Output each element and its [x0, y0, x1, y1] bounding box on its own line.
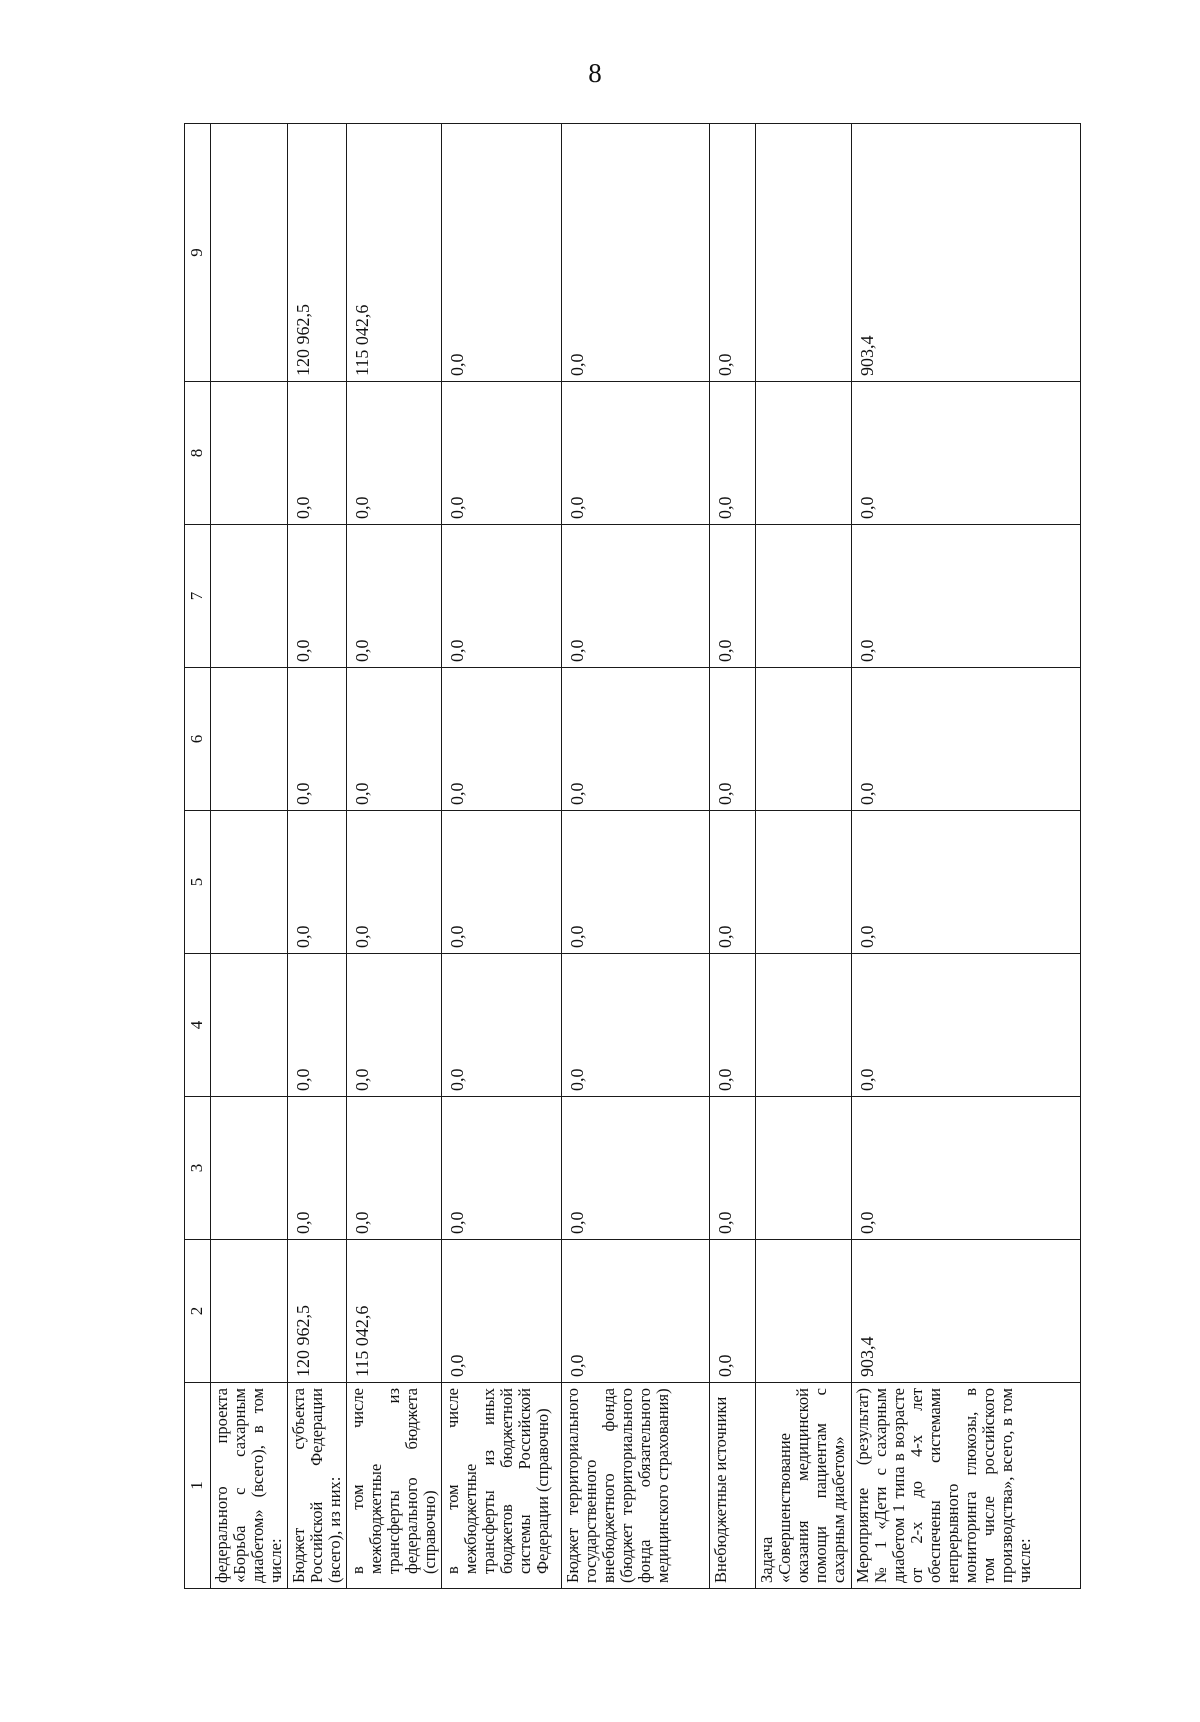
- row-name-cell: в том числе межбюджетные трансферты из иных бюджетов бюджетной системы Российской Федерации (справочно): [442, 1383, 562, 1589]
- value-cell: 120 962,5: [288, 1240, 347, 1383]
- header-cell: 4: [185, 954, 211, 1097]
- value-cell: [756, 124, 852, 382]
- rotated-table-container: [184, 124, 1081, 1589]
- row-name-cell: в том числе межбюджетные трансферты из федерального бюджета (справочно): [347, 1383, 442, 1589]
- value-cell: 115 042,6: [347, 1240, 442, 1383]
- value-cell: [211, 811, 288, 954]
- value-cell: 0,0: [562, 668, 710, 811]
- value-cell: 0,0: [562, 525, 710, 668]
- value-cell: [211, 382, 288, 525]
- table-row: [347, 124, 442, 1589]
- table-row: [756, 124, 852, 1589]
- row-name-cell: Задача «Совершенствование оказания медицинской помощи пациентам с сахарным диабетом»: [756, 1383, 852, 1589]
- value-cell: 0,0: [562, 382, 710, 525]
- header-cell: 8: [185, 382, 211, 525]
- value-cell: [756, 954, 852, 1097]
- value-cell: 0,0: [442, 124, 562, 382]
- value-cell: [756, 1097, 852, 1240]
- value-cell: 0,0: [442, 668, 562, 811]
- row-name-cell: Внебюджетные источники: [710, 1383, 756, 1589]
- table-row: [562, 124, 710, 1589]
- value-cell: 0,0: [442, 1240, 562, 1383]
- table-row: [710, 124, 756, 1589]
- value-cell: [756, 811, 852, 954]
- header-cell: 6: [185, 668, 211, 811]
- row-name-cell: Мероприятие (результат) № 1 «Дети с сахарным диабетом 1 типа в возрасте от 2-х до 4-х лет обеспечены системами непрерывного мониторинга глюкозы, в том числе российского производства», всего, в том числе:: [852, 1383, 1081, 1589]
- value-cell: [211, 1240, 288, 1383]
- table-row: [442, 124, 562, 1589]
- value-cell: 0,0: [347, 811, 442, 954]
- value-cell: [756, 525, 852, 668]
- value-cell: 0,0: [288, 668, 347, 811]
- header-cell: 5: [185, 811, 211, 954]
- value-cell: [211, 1097, 288, 1240]
- value-cell: [211, 124, 288, 382]
- value-cell: 0,0: [710, 124, 756, 382]
- value-cell: 0,0: [710, 668, 756, 811]
- row-name-cell: Бюджет субъекта Российской Федерации (всего), из них:: [288, 1383, 347, 1589]
- value-cell: 0,0: [852, 954, 1081, 1097]
- page-number: 8: [588, 58, 602, 88]
- value-cell: 0,0: [852, 382, 1081, 525]
- value-cell: 0,0: [347, 954, 442, 1097]
- value-cell: 0,0: [710, 1097, 756, 1240]
- header-cell: 9: [185, 124, 211, 382]
- value-cell: 0,0: [288, 954, 347, 1097]
- header-cell: 7: [185, 525, 211, 668]
- value-cell: 0,0: [852, 668, 1081, 811]
- value-cell: 0,0: [710, 811, 756, 954]
- value-cell: 0,0: [562, 1097, 710, 1240]
- value-cell: 0,0: [288, 1097, 347, 1240]
- value-cell: 0,0: [562, 954, 710, 1097]
- value-cell: 0,0: [562, 124, 710, 382]
- value-cell: 0,0: [852, 1097, 1081, 1240]
- table-row: [211, 124, 288, 1589]
- value-cell: [756, 668, 852, 811]
- value-cell: 0,0: [442, 525, 562, 668]
- value-cell: 0,0: [442, 382, 562, 525]
- value-cell: [211, 954, 288, 1097]
- value-cell: [211, 668, 288, 811]
- value-cell: 0,0: [347, 668, 442, 811]
- value-cell: 0,0: [288, 525, 347, 668]
- value-cell: 0,0: [710, 382, 756, 525]
- table-row: [852, 124, 1081, 1589]
- row-name-cell: федерального проекта «Борьба с сахарным диабетом» (всего), в том числе:: [211, 1383, 288, 1589]
- value-cell: 0,0: [288, 382, 347, 525]
- value-cell: 0,0: [710, 954, 756, 1097]
- value-cell: [756, 1240, 852, 1383]
- value-cell: 0,0: [562, 1240, 710, 1383]
- table-header-row: [185, 124, 211, 1589]
- header-cell: 3: [185, 1097, 211, 1240]
- value-cell: 0,0: [442, 1097, 562, 1240]
- value-cell: 0,0: [288, 811, 347, 954]
- value-cell: 120 962,5: [288, 124, 347, 382]
- value-cell: 0,0: [347, 382, 442, 525]
- value-cell: 0,0: [347, 1097, 442, 1240]
- value-cell: 0,0: [442, 954, 562, 1097]
- value-cell: 0,0: [562, 811, 710, 954]
- budget-table: [184, 123, 1081, 1589]
- value-cell: 903,4: [852, 1240, 1081, 1383]
- header-cell: 2: [185, 1240, 211, 1383]
- value-cell: 0,0: [347, 525, 442, 668]
- value-cell: 0,0: [852, 811, 1081, 954]
- value-cell: [756, 382, 852, 525]
- value-cell: 0,0: [852, 525, 1081, 668]
- row-name-cell: Бюджет территориального государственного внебюджетного фонда (бюджет территориального фонда обязательного медицинского страхования): [562, 1383, 710, 1589]
- table-row: [288, 124, 347, 1589]
- value-cell: 0,0: [710, 525, 756, 668]
- value-cell: 903,4: [852, 124, 1081, 382]
- value-cell: 115 042,6: [347, 124, 442, 382]
- value-cell: 0,0: [710, 1240, 756, 1383]
- value-cell: 0,0: [442, 811, 562, 954]
- header-cell: 1: [185, 1383, 211, 1589]
- value-cell: [211, 525, 288, 668]
